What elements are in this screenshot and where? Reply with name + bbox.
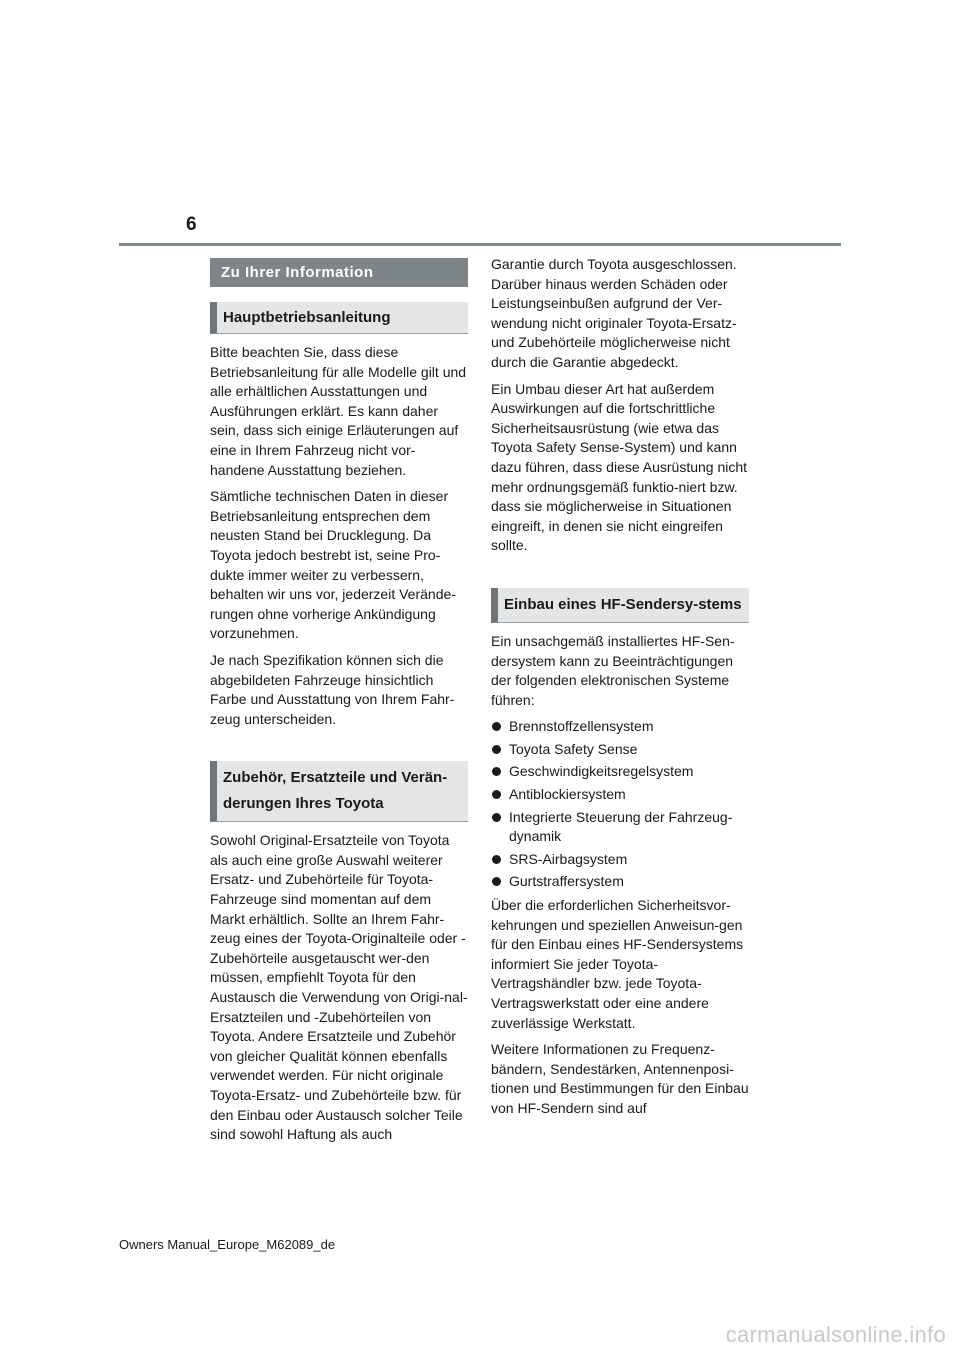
bullet-icon [492,767,501,776]
paragraph: Über die erforderlichen Sicherheitsvor-kehrungen und speziellen Anweisun-gen für den Einbau eines HF-Sendersystems informiert Sie jeder Toyota-Vertragshändler bzw. jede Toyota-Vertragswerkstatt oder eine andere zuverlässige Werkstatt. [491,897,744,1031]
watermark: carmanualsonline.info [725,1322,946,1347]
paragraph: Ein Umbau dieser Art hat außerdem Auswirkungen auf die fortschrittliche Sicherheitsausrüstung (wie etwa das Toyota Safety Sense-System) und kann dazu führen, dass diese Ausrüstung nicht mehr ordnungsgemäß funktio-niert bzw. dass sie möglicherweise in Situationen eingreift, in denen sie nicht eingreifen sollte. [491,380,748,554]
list-item [491,717,749,737]
bullet-icon [492,745,501,754]
list-item-text: Gurtstraffersystem [509,873,624,890]
bullet-icon [492,790,501,799]
bullet-icon [492,813,501,822]
bullet-icon [492,722,501,731]
header-divider [119,243,841,246]
paragraph: Sämtliche technischen Daten in dieser Betriebsanleitung entsprechen dem neusten Stand bei Drucklegung. Da Toyota jedoch bestrebt ist, seine Pro-dukte immer weiter zu verbessern, behalten wir uns vor, jederzeit Verände-rungen ohne vorherige Ankündigung vorzunehmen. [210,488,456,642]
list-item [491,850,749,870]
paragraph: Bitte beachten Sie, dass diese Betriebsanleitung für alle Modelle gilt und alle erhältlichen Ausstattungen und Ausführungen erklärt. Es kann daher sein, dass sich einige Erläuterungen auf eine in Ihrem Fahrzeug nicht vor-handene Ausstattung beziehen. [210,344,467,478]
list-item [491,808,749,847]
list-item-text: Antiblockiersystem [509,786,626,803]
list-item-text: Integrierte Steuerung der Fahrzeug-dynamik [509,808,733,845]
heading-rf-transmitter: Einbau eines HF-Sendersy-stems [491,588,749,623]
paragraph: Sowohl Original-Ersatzteile von Toyota als auch eine große Auswahl weiterer Ersatz- und Zubehörteile für Toyota-Fahrzeuge sind momentan auf dem Markt erhältlich. Sollte an Ihrem Fahr-zeug eines der Toyota-Originalteile oder -Zubehörteile ausgetauscht wer-den müssen, empfiehlt Toyota für den Austausch die Verwendung von Origi-nal-Ersatzteilen und -Zubehörteilen von Toyota. Andere Ersatzteile und Zubehör von gleicher Qualität können ebenfalls verwendet werden. Für nicht originale Toyota-Ersatz- und Zubehörteile bzw. für den Einbau oder Austausch solcher Teile sind sowohl Haftung als auch [210,832,468,1143]
footer-manual-id: Owners Manual_Europe_M62089_de [119,1237,336,1252]
list-item-text: Geschwindigkeitsregelsystem [509,763,694,780]
left-column [210,258,468,1152]
paragraph: Ein unsachgemäß installiertes HF-Sen-dersystem kann zu Beeinträchtigungen der folgenden elektronischen Systeme führen: [491,632,735,708]
list-item [491,762,749,782]
list-item [491,740,749,760]
paragraph: Weitere Informationen zu Frequenz-bändern, Sendestärken, Antennenposi-tionen und Bestimmungen für den Einbau von HF-Sendern sind auf [491,1041,749,1116]
paragraph: Je nach Spezifikation können sich die abgebildeten Fahrzeuge hinsichtlich Farbe und Ausstattung von Ihrem Fahr-zeug unterscheiden. [210,651,455,727]
right-column [491,255,749,1126]
section-title: Zu Ihrer Information [210,258,468,287]
list-item-text: SRS-Airbagsystem [509,850,628,867]
bullet-icon [492,877,501,886]
spacer [210,736,468,761]
list-item-text: Brennstoffzellensystem [509,718,654,735]
heading-accessories: Zubehör, Ersatzteile und Verän-derungen Ihres Toyota [210,761,468,822]
page-number: 6 [186,214,197,235]
list-item-text: Toyota Safety Sense [509,740,638,757]
paragraph: Garantie durch Toyota ausgeschlossen. Darüber hinaus werden Schäden oder Leistungseinbußen aufgrund der Ver-wendung nicht originaler Toyota-Ersatz- und Zubehörteile möglicherweise nicht durch die Garantie abgedeckt. [491,256,737,370]
affected-systems-list [491,717,749,892]
spacer [491,563,749,588]
list-item [491,872,749,892]
bullet-icon [492,855,501,864]
heading-main-manual: Hauptbetriebsanleitung [210,302,468,334]
list-item [491,785,749,805]
